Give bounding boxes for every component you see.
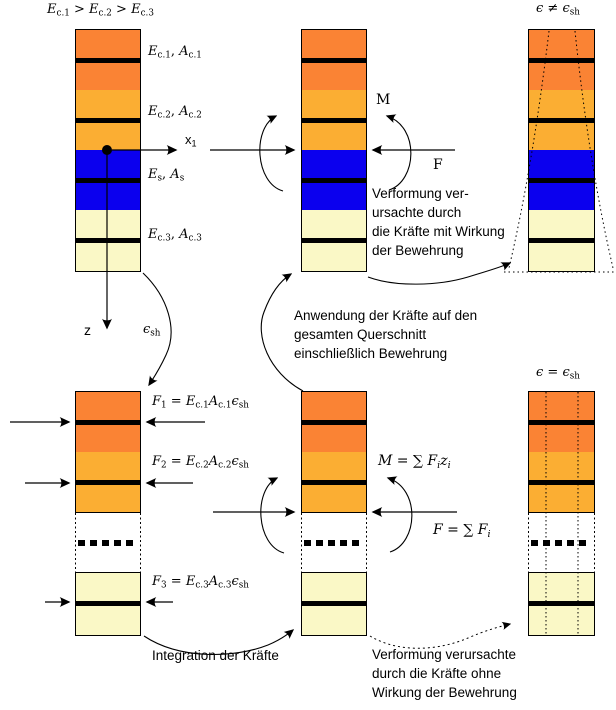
moment-arc-left	[260, 116, 283, 191]
layer-stripe	[76, 58, 140, 63]
layer-stripe	[529, 178, 594, 183]
strain-equal-label: $\epsilon = \epsilon_{sh}$	[536, 365, 580, 382]
annotation-deform-without-rebar: Verformung verursachte durch die Kräfte ohne Wirkung der Bewehrung	[372, 647, 517, 700]
arrow-deform-with-rebar	[368, 263, 510, 284]
cross-section-no-rebar-upper	[528, 391, 595, 513]
layer-stripe	[302, 118, 366, 123]
layer-stripe	[302, 601, 366, 606]
gap-edges-middle-section	[302, 513, 367, 572]
layer-stripe	[76, 480, 140, 485]
layer-stripe	[76, 601, 140, 606]
cross-section-forces-upper	[75, 391, 141, 513]
layer-label-ec1: $E_{c.1}$, $A_{c.1}$	[148, 44, 202, 61]
layer-stripe	[529, 420, 594, 425]
cross-section-reference	[75, 29, 141, 272]
layer-stripe	[76, 118, 140, 123]
cross-section-forces-lower	[75, 572, 141, 636]
cross-section-loaded	[301, 29, 367, 272]
annotation-integration: Integration der Kräfte	[152, 648, 279, 663]
annotation-deform-with-rebar: Verformung ver- ursachte durch die Kräfte mit Wirkung der Bewehrung	[372, 186, 505, 258]
gap-edges-left-section	[76, 513, 141, 572]
layer-label-ec2: $E_{c.2}$, $A_{c.2}$	[148, 104, 202, 121]
force-eq-f2: $F_2 = E_{c.2}A_{c.2}\epsilon_{sh}$	[152, 454, 249, 471]
cross-section-deformed-with-rebar	[528, 29, 595, 272]
layer-stripe	[76, 420, 140, 425]
force-label: F	[433, 157, 443, 173]
layer-stripe	[302, 420, 366, 425]
layer-stripe	[302, 178, 366, 183]
layer-stripe	[76, 238, 140, 243]
annotation-apply-forces: Anwendung der Kräfte auf den gesamten Querschnitt einschließlich Bewehrung	[294, 308, 478, 361]
layer-stripe	[76, 178, 140, 183]
cross-section-resultants-upper	[301, 391, 367, 513]
resultant-moment-arc-left	[261, 478, 284, 553]
moment-label: M	[376, 92, 391, 108]
moment-arc-right	[387, 116, 411, 190]
layer-label-ec3: $E_{c.3}$, $A_{c.3}$	[148, 227, 202, 244]
shrinkage-strain-label: $\epsilon_{sh}$	[143, 322, 161, 339]
layer-stripe	[529, 58, 594, 63]
moment-sum-equation: M = ∑ $F_iz_i$	[378, 453, 451, 471]
cross-section-resultants-lower	[301, 572, 367, 636]
layer-stripe	[529, 238, 594, 243]
layer-stripe	[302, 238, 366, 243]
x1-axis-label: $x_1$	[185, 132, 197, 149]
layer-stripe	[302, 480, 366, 485]
gap-edges-right-section	[529, 513, 595, 572]
force-eq-f3: $F_3 = E_{c.3}A_{c.3}\epsilon_{sh}$	[152, 574, 249, 591]
force-sum-equation: F = ∑ $F_i$	[433, 522, 491, 540]
force-eq-f1: $F_1 = E_{c.1}A_{c.1}\epsilon_{sh}$	[152, 394, 249, 411]
z-axis-label: z	[84, 322, 91, 338]
layer-stripe	[529, 601, 594, 606]
layer-stripe	[529, 480, 594, 485]
cross-section-no-rebar-lower	[528, 572, 595, 636]
layer-label-es: $E_s$, $A_s$	[148, 167, 185, 184]
layer-stripe	[302, 58, 366, 63]
modulus-inequality: $E_{c.1} > E_{c.2} > E_{c.3}$	[47, 2, 154, 19]
layer-stripe	[529, 118, 594, 123]
resultant-moment-arc-right	[388, 478, 412, 552]
strain-not-equal-label: $\epsilon \ne \epsilon_{sh}$	[536, 1, 580, 18]
